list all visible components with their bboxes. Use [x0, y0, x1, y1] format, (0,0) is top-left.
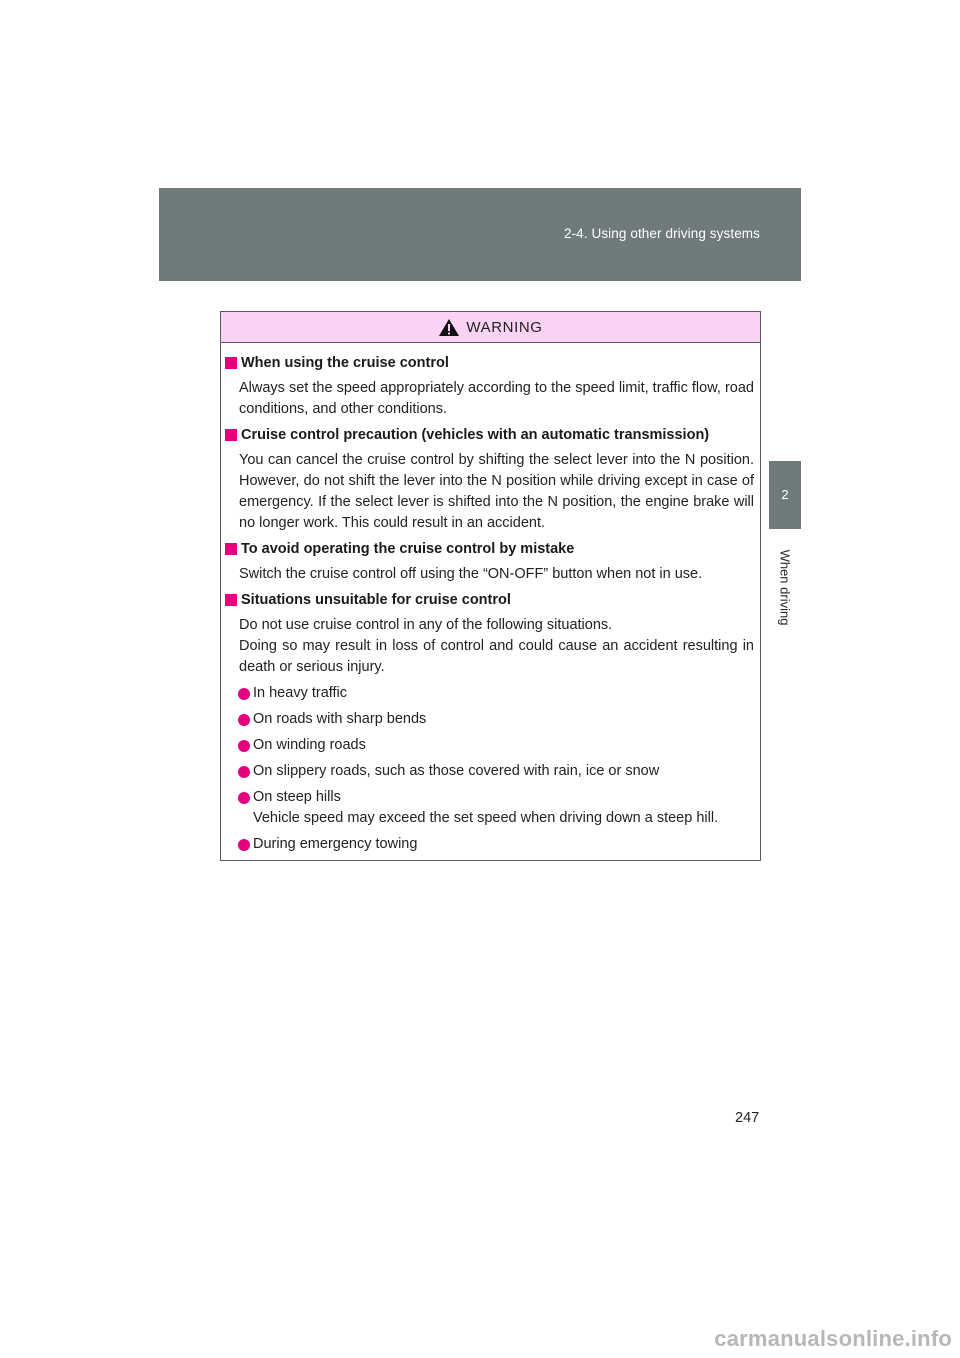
- circle-bullet-icon: [238, 740, 250, 752]
- list-item: In heavy traffic: [221, 683, 754, 704]
- chapter-tab: [769, 461, 801, 529]
- section-heading: Cruise control precaution (vehicles with an automatic transmission): [221, 425, 754, 445]
- section-title: 2-4. Using other driving systems: [563, 226, 760, 241]
- warning-header: [221, 312, 760, 343]
- chapter-label: When driving: [777, 549, 793, 626]
- section-heading: When using the cruise control: [221, 353, 754, 373]
- circle-bullet-icon: [238, 766, 250, 778]
- page-number: 247: [735, 1110, 760, 1126]
- circle-bullet-icon: [238, 792, 250, 804]
- section-text: Doing so may result in loss of control and could cause an accident resulting in death or serious injury.: [239, 638, 754, 675]
- warning-triangle-icon: [438, 318, 460, 337]
- list-item: On roads with sharp bends: [221, 709, 754, 730]
- square-bullet-icon: [225, 594, 237, 606]
- square-bullet-icon: [225, 357, 237, 369]
- section-text: Switch the cruise control off using the “ON-OFF” button when not in use.: [239, 566, 703, 582]
- square-bullet-icon: [225, 429, 237, 441]
- header-band: [159, 188, 801, 281]
- chapter-number: 2: [781, 487, 789, 502]
- section-text: Do not use cruise control in any of the following situations.: [239, 617, 613, 633]
- circle-bullet-icon: [238, 839, 250, 851]
- warning-body: [221, 343, 760, 855]
- square-bullet-icon: [225, 543, 237, 555]
- section-heading: Situations unsuitable for cruise control: [221, 590, 754, 610]
- section-heading: To avoid operating the cruise control by mistake: [221, 539, 754, 559]
- section-text: You can cancel the cruise control by shifting the select lever into the N position. However, do not shift the lever into the N position while driving except in case of emergency. If the select lever is shifted into the N position, the engine brake will no longer work. This could result in an accident.: [239, 452, 754, 531]
- list-item: On winding roads: [221, 735, 754, 756]
- warning-box: [220, 311, 761, 861]
- watermark-link[interactable]: carmanualsonline.info: [714, 1326, 952, 1351]
- section-text: Always set the speed appropriately according to the speed limit, traffic flow, road conditions, and other conditions.: [239, 380, 754, 417]
- list-item: On steep hills Vehicle speed may exceed the set speed when driving down a steep hill.: [221, 787, 754, 829]
- steep-hills-note: Vehicle speed may exceed the set speed when driving down a steep hill.: [253, 810, 719, 826]
- list-item: On slippery roads, such as those covered with rain, ice or snow: [221, 761, 754, 782]
- warning-title: WARNING: [466, 318, 543, 336]
- list-item: During emergency towing: [221, 834, 754, 855]
- circle-bullet-icon: [238, 714, 250, 726]
- circle-bullet-icon: [238, 688, 250, 700]
